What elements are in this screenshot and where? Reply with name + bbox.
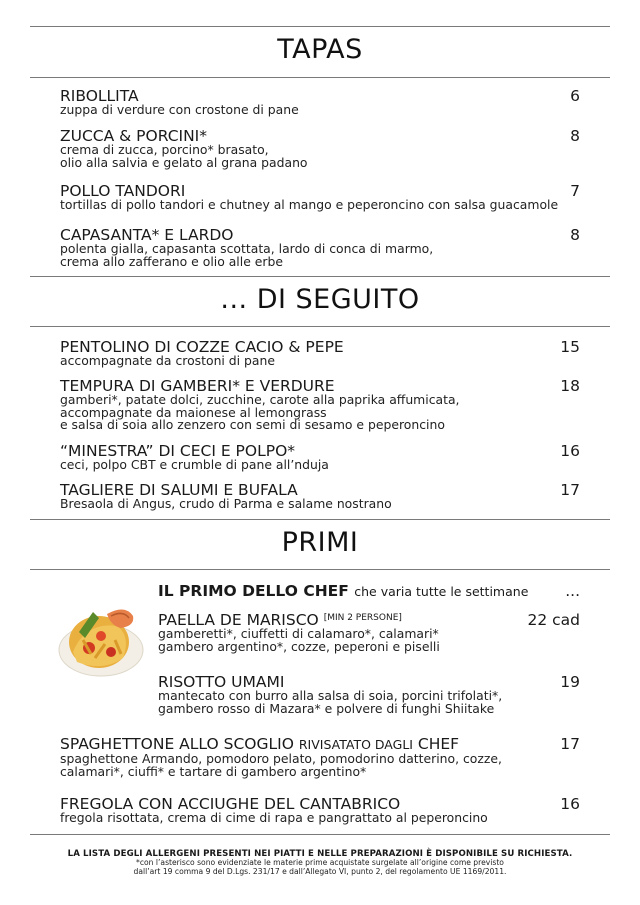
menu-item-capasanta-lardo <box>60 227 580 268</box>
menu-item-fregola <box>60 796 580 825</box>
item-name: CAPASANTA* E LARDO <box>60 226 234 244</box>
item-name: TAGLIERE DI SALUMI E BUFALA <box>60 481 298 499</box>
footer <box>30 849 610 876</box>
item-name: “MINESTRA” DI CECI E POLPO* <box>60 442 296 460</box>
item-note: [MIN 2 PERSONE] <box>323 613 402 623</box>
menu-item-ribollita <box>60 88 580 117</box>
item-description: gamberi*, patate dolci, zucchine, carote alla paprika affumicata, accompagnate da maionese al lemongrass e salsa di soia allo zenzero con semi di sesamo e peperoncino <box>60 392 460 432</box>
item-price: 6 <box>570 87 580 105</box>
item-note: RIVISATATO DAGLI <box>298 737 413 752</box>
item-price: 8 <box>570 127 580 145</box>
item-price: 7 <box>570 182 580 200</box>
item-name: IL PRIMO DELLO CHEF <box>158 582 349 600</box>
menu-item-zucca-porcini <box>60 128 580 169</box>
item-name: RISOTTO UMAMI <box>158 673 285 691</box>
divider <box>30 834 610 835</box>
item-price: 16 <box>560 442 580 460</box>
menu-item-tempura-gamberi <box>60 378 580 432</box>
item-price: 22 cad <box>527 611 580 629</box>
item-description: ceci, polpo CBT e crumble di pane all’nduja <box>60 457 329 472</box>
item-name: TEMPURA DI GAMBERI* E VERDURE <box>60 377 335 395</box>
menu-item-risotto <box>158 674 580 715</box>
item-description: gamberetti*, ciuffetti di calamaro*, calamari* gambero argentino*, cozze, peperoni e piselli <box>158 626 440 654</box>
item-price: 8 <box>570 226 580 244</box>
menu-item-primo-chef <box>158 583 580 600</box>
item-name: SPAGHETTONE ALLO SCOGLIO <box>60 735 294 753</box>
item-description: crema di zucca, porcino* brasato, olio alla salvia e gelato al grana padano <box>60 142 308 170</box>
item-name: PENTOLINO DI COZZE CACIO & PEPE <box>60 338 344 356</box>
item-description: polenta gialla, capasanta scottata, lardo di conca di marmo, crema allo zafferano e olio alle erbe <box>60 241 434 269</box>
item-name-suffix: CHEF <box>417 735 460 753</box>
divider <box>30 519 610 520</box>
dish-image <box>55 592 150 682</box>
item-price: 16 <box>560 795 580 813</box>
item-name: POLLO TANDORI <box>60 182 186 200</box>
item-price: 17 <box>560 735 580 753</box>
divider <box>30 326 610 327</box>
item-description: Bresaola di Angus, crudo di Parma e salame nostrano <box>60 496 392 511</box>
item-description: accompagnate da crostoni di pane <box>60 353 275 368</box>
item-description: tortillas di pollo tandori e chutney al mango e peperoncino con salsa guacamole <box>60 197 559 212</box>
section-title-di-seguito: ... DI SEGUITO <box>220 284 420 315</box>
menu-item-pentolino-cozze <box>60 339 580 368</box>
item-name: PAELLA DE MARISCO <box>158 611 319 629</box>
item-price: 18 <box>560 377 580 395</box>
menu-item-minestra-ceci-polpo <box>60 443 580 472</box>
item-description: zuppa di verdure con crostone di pane <box>60 102 299 117</box>
item-name: ZUCCA & PORCINI* <box>60 127 208 145</box>
menu-item-tagliere-salumi <box>60 482 580 511</box>
divider <box>30 276 610 277</box>
menu-item-paella <box>158 612 580 653</box>
divider <box>30 569 610 570</box>
item-name: FREGOLA CON ACCIUGHE DEL CANTABRICO <box>60 795 401 813</box>
item-price: 19 <box>560 673 580 691</box>
item-note: che varia tutte le settimane <box>354 584 529 599</box>
item-description: mantecato con burro alla salsa di soia, porcini trifolati*, gambero rosso di Mazara* e polvere di funghi Shiitake <box>158 688 503 716</box>
item-price: ... <box>565 582 580 600</box>
menu-item-pollo-tandori <box>60 183 580 212</box>
section-title-tapas: TAPAS <box>277 34 363 65</box>
item-price: 17 <box>560 481 580 499</box>
item-description: fregola risottata, crema di cime di rapa e pangrattato al peperoncino <box>60 810 488 825</box>
menu-item-spaghettone <box>60 736 580 778</box>
section-title-primi: PRIMI <box>281 527 359 558</box>
item-name: RIBOLLITA <box>60 87 139 105</box>
item-price: 15 <box>560 338 580 356</box>
item-description: spaghettone Armando, pomodoro pelato, pomodorino datterino, cozze, calamari*, ciuffi* e tartare di gambero argentino* <box>60 751 502 779</box>
divider <box>30 26 610 27</box>
divider <box>30 77 610 78</box>
frozen-ingredients-note: *con l’asterisco sono evidenziate le materie prime acquistate surgelate all’origine come previsto dall’art 19 comma 9 del D.Lgs. 231/17 e dall’Allegato VI, punto 2, del regolamento UE 1169/2011. <box>133 858 507 876</box>
allergen-notice: LA LISTA DEGLI ALLERGENI PRESENTI NEI PIATTI E NELLE PREPARAZIONI È DISPONIBILE SU RICHIESTA. <box>67 849 573 859</box>
